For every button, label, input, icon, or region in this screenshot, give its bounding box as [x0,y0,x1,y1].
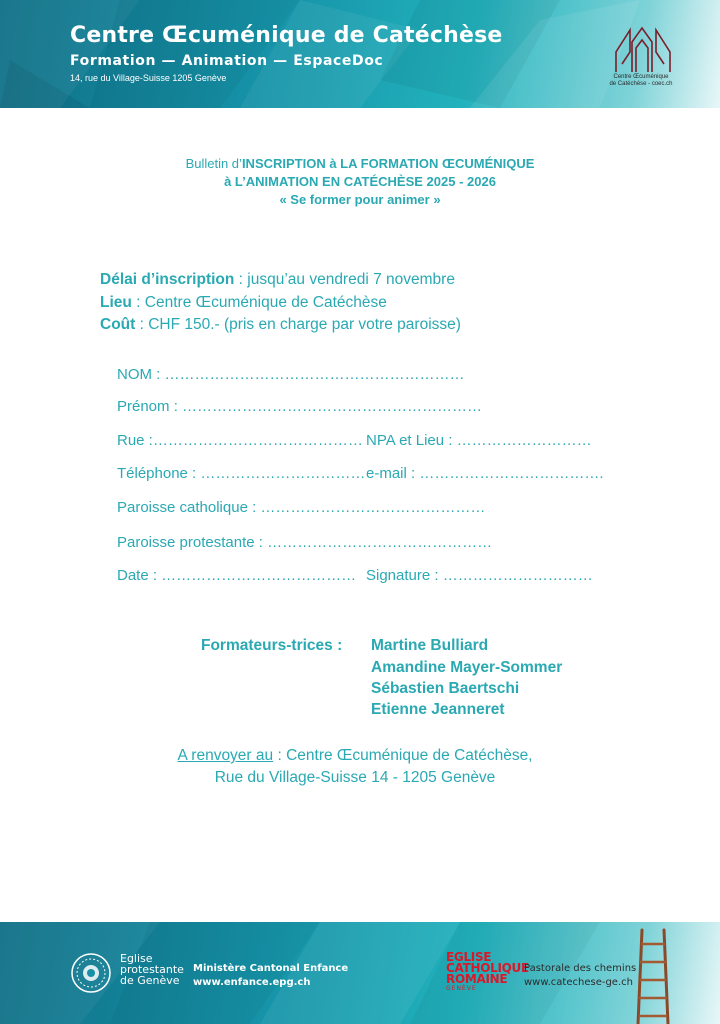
place-value: : Centre Œcuménique de Catéchèse [131,293,387,311]
ecr-line: CATHOLIQUE [446,961,529,975]
organization-title: Centre Œcuménique de Catéchèse [70,23,503,48]
prenom-field[interactable]: Prénom : …………………………………………………… [117,398,483,415]
trainer-name: Sébastien Baertschi [371,680,520,697]
place-row [100,292,461,315]
ecr-line: ROMAINE [446,972,508,986]
epg-line: de Genève [120,974,180,987]
deadline-row [100,269,461,292]
footer-banner [0,922,720,1024]
pastorale-chemins [524,962,636,990]
ladder-icon [630,928,676,1024]
ecr-logo [446,952,529,993]
title-prefix: Bulletin d’ [185,156,242,171]
epg-line: protestante [120,963,184,976]
return-label: A renvoyer au [177,747,274,764]
rue-field[interactable]: Rue :…………………………………… [117,432,363,449]
organization-address: 14, rue du Village-Suisse 1205 Genève [70,73,227,83]
npa-lieu-field[interactable]: NPA et Lieu : ……………………… [366,432,592,449]
return-line1 [0,745,710,767]
ecr-line: EGLISE [446,950,492,964]
form-title-line2: à L’ANIMATION EN CATÉCHÈSE 2025 - 2026 [224,174,496,189]
pastorale-title: Pastorale des chemins [524,963,637,974]
form-title-block [0,155,720,209]
cost-value: : CHF 150.- (pris en charge par votre paroisse) [135,316,461,333]
deadline-label: Délai d’inscription [100,271,235,288]
email-field[interactable]: e-mail : ………………………………. [366,465,604,482]
trainers-label: Formateurs-trices : [201,637,343,654]
date-field[interactable]: Date : ………………………………… [117,567,357,584]
return-recipient: : Centre Œcuménique de Catéchèse, [273,747,533,764]
return-line2: Rue du Village-Suisse 14 - 1205 Genève [214,769,496,786]
trainer-name: Martine Bulliard [371,637,489,654]
title-main: INSCRIPTION à LA FORMATION ŒCUMÉNIQUE [241,156,535,171]
return-address [0,745,710,789]
logo-caption-line2: de Catéchèse - coec.ch [609,81,673,87]
organization-subtitle: Formation — Animation — EspaceDoc [70,53,384,69]
trainer-name: Amandine Mayer-Sommer [371,659,563,676]
trainer-name: Etienne Jeanneret [371,701,505,718]
cost-row [100,314,461,337]
epg-name [120,953,184,986]
mce-title: Ministère Cantonal Enfance [193,963,349,974]
mce-url[interactable]: www.enfance.epg.ch [193,977,311,988]
form-title-line1 [0,155,720,173]
ecr-line: GENÈVE [446,985,477,992]
telephone-field[interactable]: Téléphone : …………………………… [117,465,366,482]
cost-label: Coût [100,316,136,333]
deadline-value: : jusqu’au vendredi 7 novembre [234,271,455,288]
registration-info [100,269,461,337]
form-subtitle: « Se former pour animer » [279,192,441,207]
place-label: Lieu [100,293,132,311]
logo-caption [603,74,679,88]
pastorale-url[interactable]: www.catechese-ge.ch [524,977,633,988]
logo-caption-line1: Centre Œcuménique [613,74,669,80]
epg-line: Eglise [120,952,153,965]
paroisse-catholique-field[interactable]: Paroisse catholique : ……………………………………… [117,499,486,516]
paroisse-protestante-field[interactable]: Paroisse protestante : ……………………………………… [117,534,493,551]
nom-field[interactable]: NOM : …………………………………………………… [117,366,465,383]
epg-seal-icon [70,952,112,994]
ministere-enfance [193,962,348,990]
signature-field[interactable]: Signature : ………………………… [366,567,593,584]
